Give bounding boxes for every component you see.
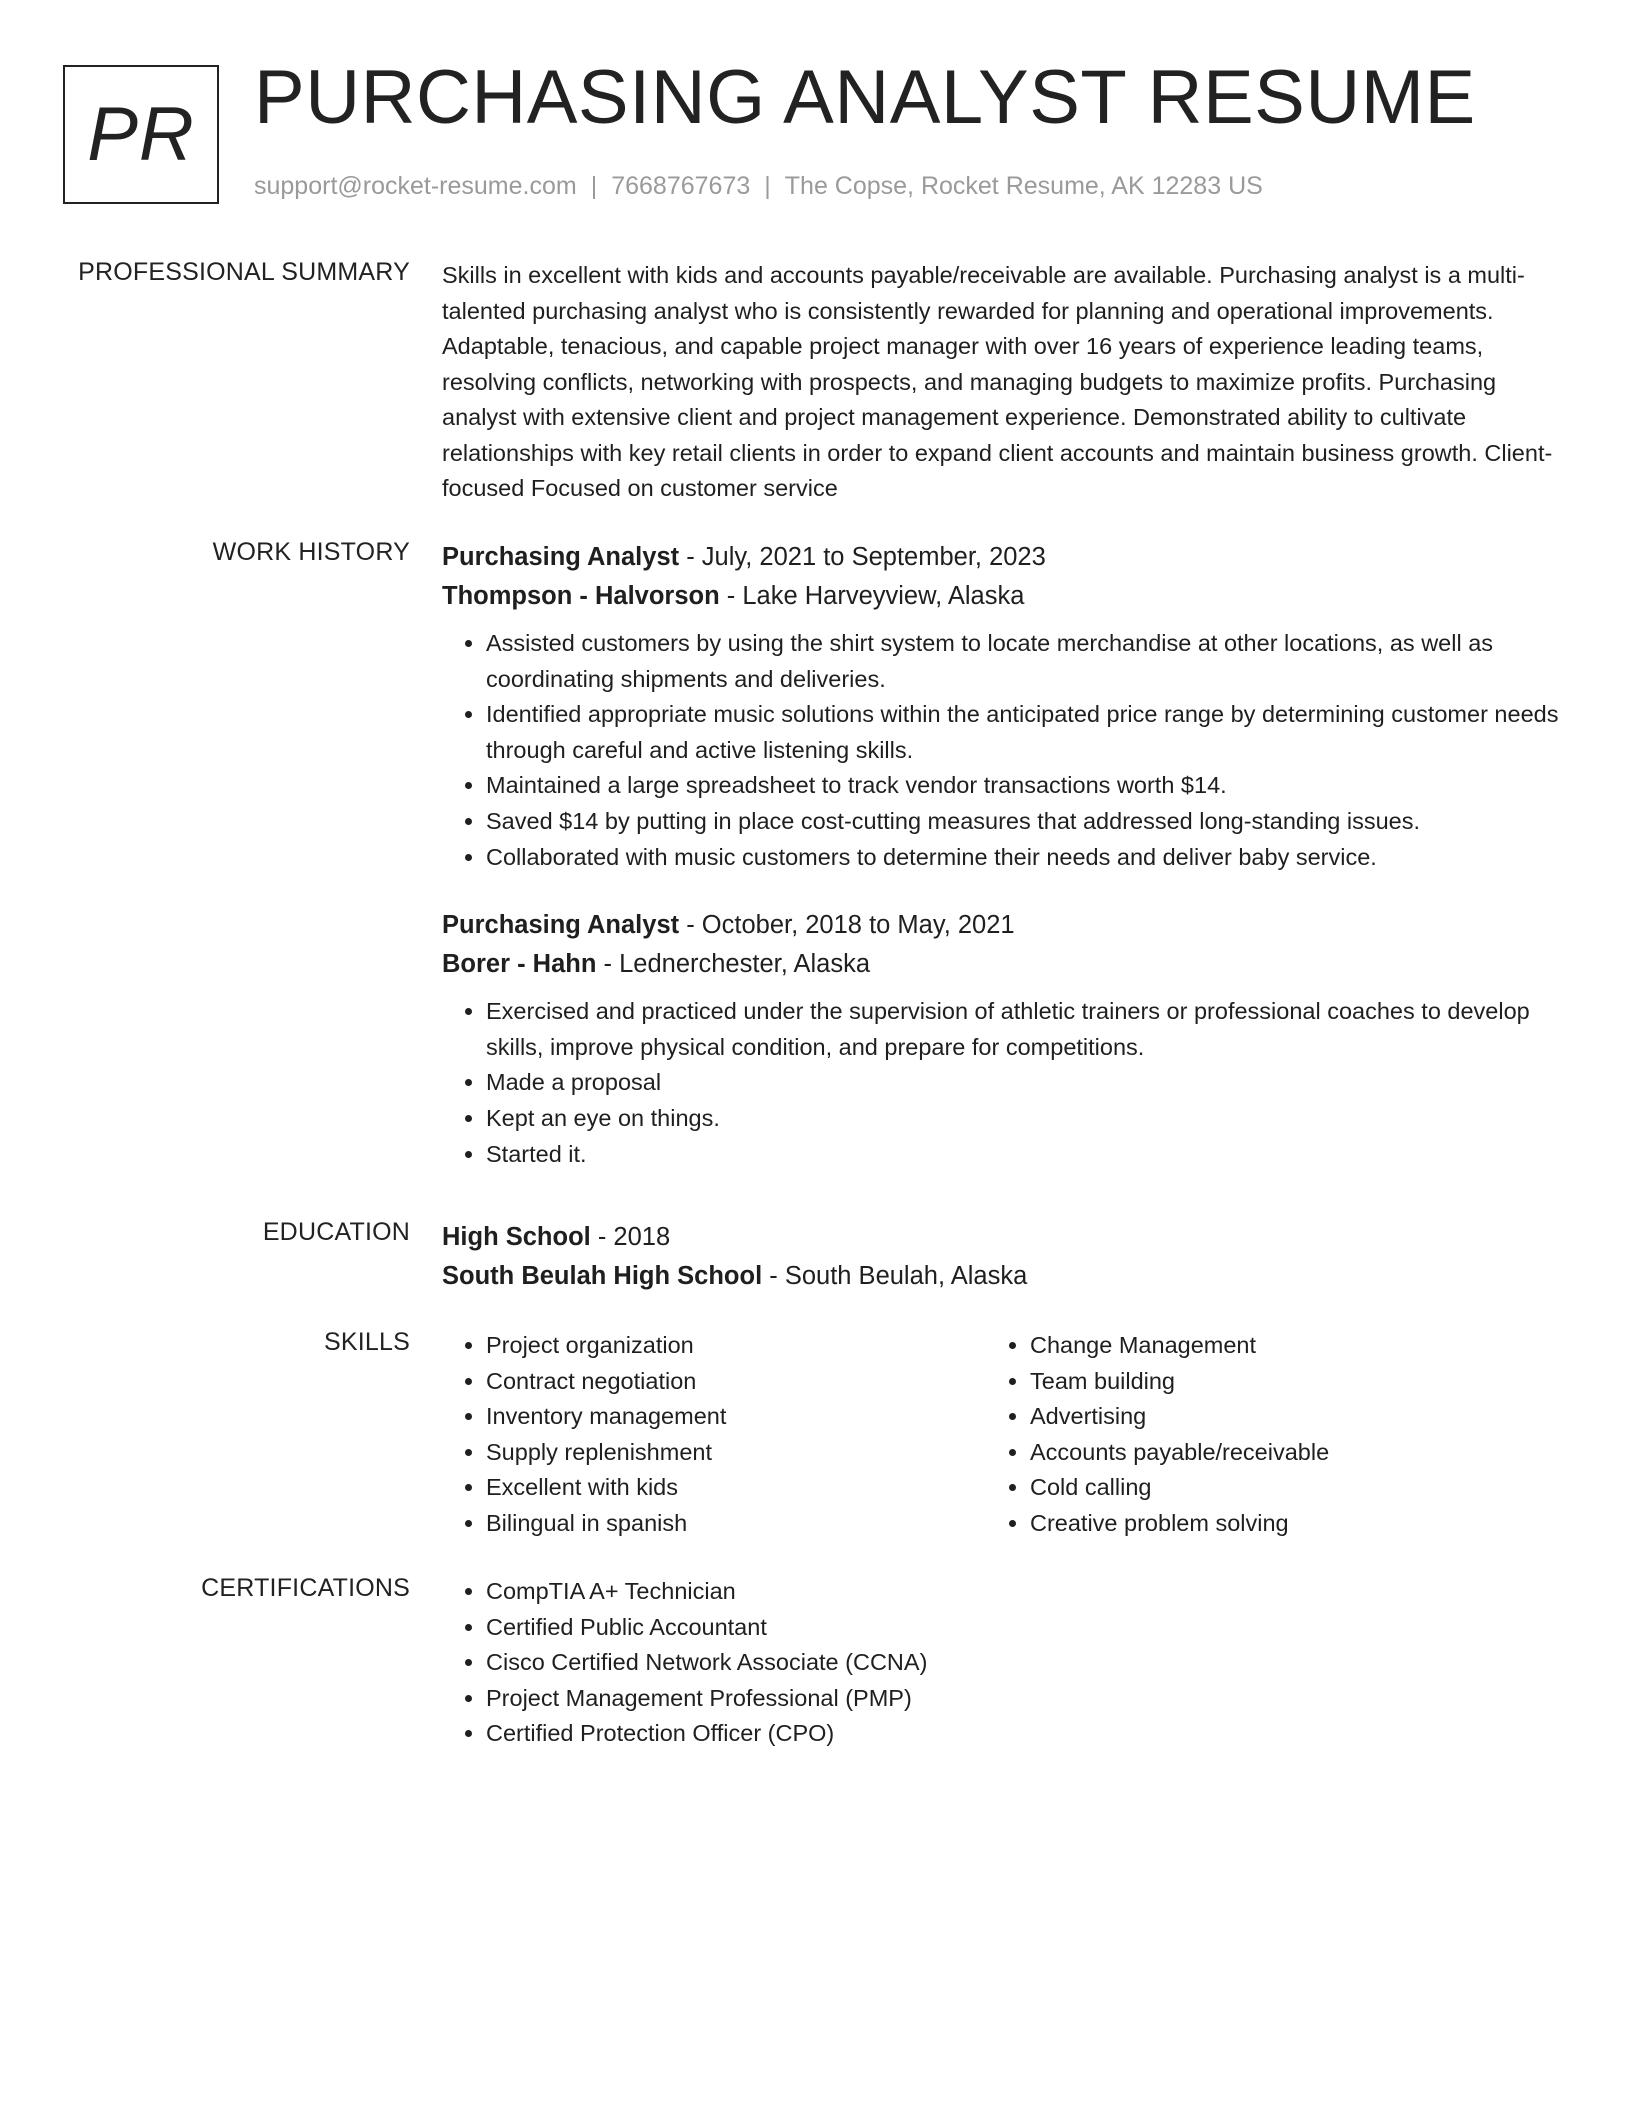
job-company-line bbox=[442, 577, 1562, 616]
certification-item: • Project Management Professional (PMP) bbox=[486, 1681, 1562, 1717]
job-title: Purchasing Analyst bbox=[442, 911, 680, 940]
skill-item: • Contract negotiation bbox=[486, 1364, 986, 1400]
job-bullet: • Assisted customers by using the shirt system to locate merchandise at other locations, as well as coordinating shipments and deliveries. bbox=[486, 626, 1562, 697]
job-bullet: • Identified appropriate music solutions within the anticipated price range by determining customer needs through careful and active listening skills. bbox=[486, 697, 1562, 768]
skill-item: • Project organization bbox=[486, 1328, 986, 1364]
certification-item: • CompTIA A+ Technician bbox=[486, 1574, 1562, 1610]
contact-line bbox=[254, 172, 1263, 201]
job-company: Thompson - Halvorson bbox=[442, 582, 720, 610]
section-label-certifications: CERTIFICATIONS bbox=[201, 1574, 410, 1602]
certification-item: • Cisco Certified Network Associate (CCNA) bbox=[486, 1645, 1562, 1681]
education-body bbox=[442, 1218, 1562, 1296]
summary-text: Skills in excellent with kids and accounts payable/receivable are available. Purchasing analyst is a multi-talented purchasing analyst who is consistently rewarded for planning and operational improvements. Adaptable, tenacious, and capable project manager with over 16 years of experience leading teams, resolving conflicts, networking with prospects, and managing budgets to maximize profits. Purchasing analyst with extensive client and project management experience. Demonstrated ability to cultivate relationships with key retail clients in order to expand client accounts and maintain business growth. Client-focused Focused on customer service bbox=[442, 262, 1553, 501]
job-title-line bbox=[442, 538, 1562, 577]
education-year: - 2018 bbox=[590, 1223, 671, 1251]
job-company: Borer - Hahn bbox=[442, 950, 597, 979]
certification-item: • Certified Protection Officer (CPO) bbox=[486, 1716, 1562, 1752]
contact-email: support@rocket-resume.com bbox=[254, 172, 577, 200]
job-title: Purchasing Analyst bbox=[442, 543, 680, 571]
job-bullet: • Started it. bbox=[486, 1137, 1562, 1173]
skills-column-right bbox=[986, 1328, 1530, 1542]
education-degree-line bbox=[442, 1218, 1562, 1257]
skill-item: • Cold calling bbox=[1030, 1470, 1530, 1506]
job-bullet: • Maintained a large spreadsheet to track vendor transactions worth $14. bbox=[486, 768, 1562, 804]
education-school: South Beulah High School bbox=[442, 1262, 763, 1290]
certifications-list bbox=[442, 1574, 1562, 1752]
skill-item: • Team building bbox=[1030, 1364, 1530, 1400]
skill-item: • Bilingual in spanish bbox=[486, 1506, 986, 1542]
skill-item: • Excellent with kids bbox=[486, 1470, 986, 1506]
skills-list-left bbox=[442, 1328, 986, 1542]
section-label-work-history: WORK HISTORY bbox=[212, 538, 410, 566]
certifications-body bbox=[442, 1574, 1562, 1752]
skills-list-right bbox=[986, 1328, 1530, 1542]
job-entry bbox=[442, 538, 1562, 875]
job-title-line bbox=[442, 906, 1562, 945]
job-bullet: • Made a proposal bbox=[486, 1065, 1562, 1101]
certification-item: • Certified Public Accountant bbox=[486, 1610, 1562, 1646]
contact-separator: | bbox=[764, 172, 771, 200]
job-dates: - October, 2018 to May, 2021 bbox=[679, 911, 1015, 940]
section-label-education: EDUCATION bbox=[262, 1218, 410, 1246]
skill-item: • Advertising bbox=[1030, 1399, 1530, 1435]
skills-body bbox=[442, 1328, 1562, 1542]
job-bullet: • Exercised and practiced under the supervision of athletic trainers or professional coaches to develop skills, improve physical condition, and prepare for competitions. bbox=[486, 994, 1562, 1065]
contact-separator: | bbox=[590, 172, 598, 200]
skill-item: • Inventory management bbox=[486, 1399, 986, 1435]
skill-item: • Supply replenishment bbox=[486, 1435, 986, 1471]
job-location: - Lednerchester, Alaska bbox=[596, 950, 871, 979]
job-entry bbox=[442, 906, 1562, 1172]
page-title: PURCHASING ANALYST RESUME bbox=[254, 55, 1476, 140]
education-degree: High School bbox=[442, 1223, 591, 1251]
job-bullets bbox=[442, 994, 1562, 1172]
summary-body bbox=[442, 258, 1562, 507]
section-label-summary: PROFESSIONAL SUMMARY bbox=[78, 258, 410, 286]
education-location: - South Beulah, Alaska bbox=[762, 1262, 1028, 1290]
section-label-skills: SKILLS bbox=[324, 1328, 410, 1356]
job-dates: - July, 2021 to September, 2023 bbox=[679, 543, 1046, 571]
skills-grid bbox=[442, 1328, 1562, 1542]
job-bullet: • Saved $14 by putting in place cost-cutting measures that addressed long-standing issues. bbox=[486, 804, 1562, 840]
job-company-line bbox=[442, 945, 1562, 984]
contact-address: The Copse, Rocket Resume, AK 12283 US bbox=[784, 172, 1263, 200]
skill-item: • Creative problem solving bbox=[1030, 1506, 1530, 1542]
skill-item: • Accounts payable/receivable bbox=[1030, 1435, 1530, 1471]
contact-phone: 7668767673 bbox=[611, 172, 751, 200]
job-bullets bbox=[442, 626, 1562, 875]
job-bullet: • Kept an eye on things. bbox=[486, 1101, 1562, 1137]
monogram-logo: PR bbox=[63, 65, 219, 204]
work-history-body bbox=[442, 538, 1562, 1172]
skill-item: • Change Management bbox=[1030, 1328, 1530, 1364]
job-location: - Lake Harveyview, Alaska bbox=[719, 582, 1025, 610]
job-bullet: • Collaborated with music customers to determine their needs and deliver baby service. bbox=[486, 840, 1562, 876]
education-school-line bbox=[442, 1257, 1562, 1296]
skills-column-left bbox=[442, 1328, 986, 1542]
